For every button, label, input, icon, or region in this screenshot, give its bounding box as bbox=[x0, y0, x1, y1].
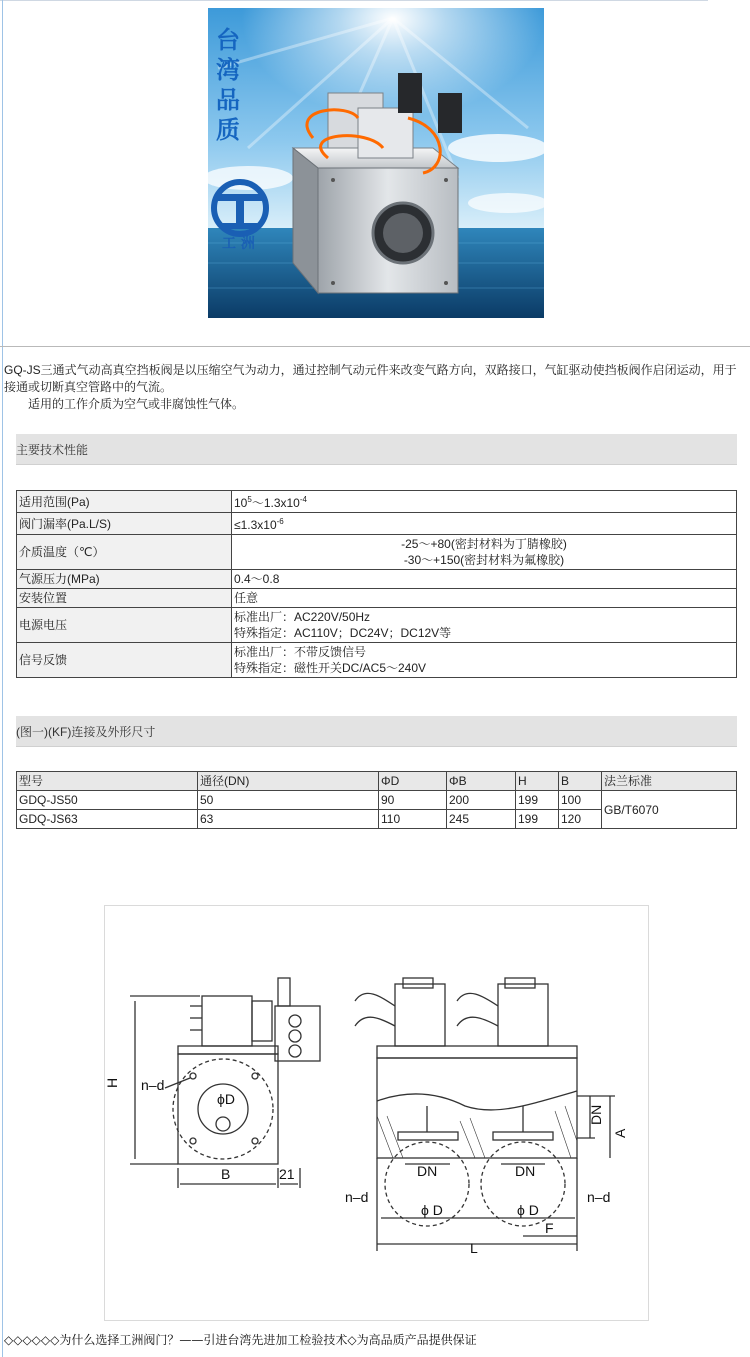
label-nd-right: n–d bbox=[587, 1189, 611, 1205]
label-DN-top1: DN bbox=[417, 1163, 438, 1179]
hero-vertical-char-4: 质 bbox=[216, 115, 240, 144]
hero-vertical-char-3: 品 bbox=[216, 85, 240, 114]
logo-text: 工 洲 bbox=[222, 236, 255, 252]
label-F: F bbox=[545, 1220, 554, 1236]
spec-value: 标准出厂：不带反馈信号 特殊指定：磁性开关DC/AC5～240V bbox=[232, 643, 737, 678]
table-row bbox=[17, 643, 737, 678]
cell: 90 bbox=[379, 791, 447, 810]
section-title: 主要技术性能 bbox=[16, 443, 89, 457]
spec-label: 电源电压 bbox=[17, 608, 232, 643]
spec-label: 气源压力(MPa) bbox=[17, 570, 232, 589]
intro-paragraph-1: GQ-JS三通式气动高真空挡板阀是以压缩空气为动力，通过控制气动元件来改变气路方向，双路接口，气缸驱动使挡板阀作启闭运动，用于接通或切断真空管路中的气流。 bbox=[4, 363, 737, 394]
cell: 110 bbox=[379, 810, 447, 829]
intro-paragraph-2: 适用的工作介质为空气或非腐蚀性气体。 bbox=[28, 397, 245, 411]
label-H: H bbox=[105, 1077, 120, 1088]
footer-slogan: ◇◇◇◇◇◇为什么选择工洲阀门？——引进台湾先进加工检验技术◇为高品质产品提供保证 bbox=[4, 1333, 477, 1347]
flange-standard-cell: GB/T6070 bbox=[602, 791, 737, 829]
divider bbox=[0, 346, 750, 347]
section-dimensions bbox=[16, 716, 737, 747]
label-DN-side: DN bbox=[588, 1104, 604, 1125]
spec-table bbox=[16, 490, 737, 678]
product-photo bbox=[208, 8, 544, 318]
header-cell: B bbox=[559, 772, 602, 791]
spec-value: $10^5\sim 1.3x10^{-4}$ bbox=[232, 491, 737, 513]
technical-drawing bbox=[104, 905, 649, 1321]
table-row bbox=[17, 513, 737, 535]
header-cell: 型号 bbox=[17, 772, 198, 791]
label-nd-mid: n–d bbox=[345, 1189, 369, 1205]
top-rule bbox=[0, 0, 708, 1]
cell: GDQ-JS63 bbox=[17, 810, 198, 829]
spec-label: 信号反馈 bbox=[17, 643, 232, 678]
cell: 199 bbox=[516, 810, 559, 829]
cell: 199 bbox=[516, 791, 559, 810]
spec-value: -25～+80(密封材料为丁腈橡胶) -30～+150(密封材料为氟橡胶) bbox=[232, 535, 737, 570]
spec-value: 标准出厂：AC220V/50Hz 特殊指定：AC110V；DC24V；DC12V等 bbox=[232, 608, 737, 643]
spec-label: 阀门漏率(Pa.L/S) bbox=[17, 513, 232, 535]
table-row bbox=[17, 535, 737, 570]
cell: 245 bbox=[447, 810, 516, 829]
header-cell: H bbox=[516, 772, 559, 791]
header-cell: ΦD bbox=[379, 772, 447, 791]
header-cell: 法兰标准 bbox=[602, 772, 737, 791]
label-21: 21 bbox=[279, 1166, 295, 1182]
label-B: B bbox=[221, 1166, 231, 1182]
left-border bbox=[2, 0, 3, 1357]
label-phiD-left: ϕD bbox=[217, 1091, 235, 1107]
spec-label: 安装位置 bbox=[17, 589, 232, 608]
cell: 50 bbox=[198, 791, 379, 810]
spec-value: 任意 bbox=[232, 589, 737, 608]
label-phiD-1: ϕ D bbox=[421, 1202, 443, 1218]
table-row bbox=[17, 491, 737, 513]
cell: 63 bbox=[198, 810, 379, 829]
label-DN-top2: DN bbox=[515, 1163, 536, 1179]
table-row bbox=[17, 608, 737, 643]
spec-value: 0.4～0.8 bbox=[232, 570, 737, 589]
cell: 120 bbox=[559, 810, 602, 829]
table-row bbox=[17, 570, 737, 589]
spec-label: 适用范围(Pa) bbox=[17, 491, 232, 513]
dimension-table bbox=[16, 771, 737, 829]
spec-value: $\le 1.3x10^{-6}$ bbox=[232, 513, 737, 535]
table-row bbox=[17, 791, 737, 810]
hero-vertical-char-2: 湾 bbox=[216, 55, 240, 84]
table-row bbox=[17, 589, 737, 608]
header-cell: ΦB bbox=[447, 772, 516, 791]
label-A: A bbox=[612, 1128, 628, 1138]
cell: GDQ-JS50 bbox=[17, 791, 198, 810]
label-phiD-2: ϕ D bbox=[517, 1202, 539, 1218]
cell: 200 bbox=[447, 791, 516, 810]
label-L: L bbox=[470, 1240, 478, 1256]
section-tech-specs bbox=[16, 434, 737, 465]
cell: 100 bbox=[559, 791, 602, 810]
spec-label: 介质温度（℃） bbox=[17, 535, 232, 570]
intro-text bbox=[4, 362, 748, 413]
section-title: (图一)(KF)连接及外形尺寸 bbox=[16, 725, 156, 739]
label-nd-left: n–d bbox=[141, 1077, 165, 1093]
header-cell: 通径(DN) bbox=[198, 772, 379, 791]
table-header-row bbox=[17, 772, 737, 791]
hero-vertical-char-1: 台 bbox=[216, 25, 240, 54]
